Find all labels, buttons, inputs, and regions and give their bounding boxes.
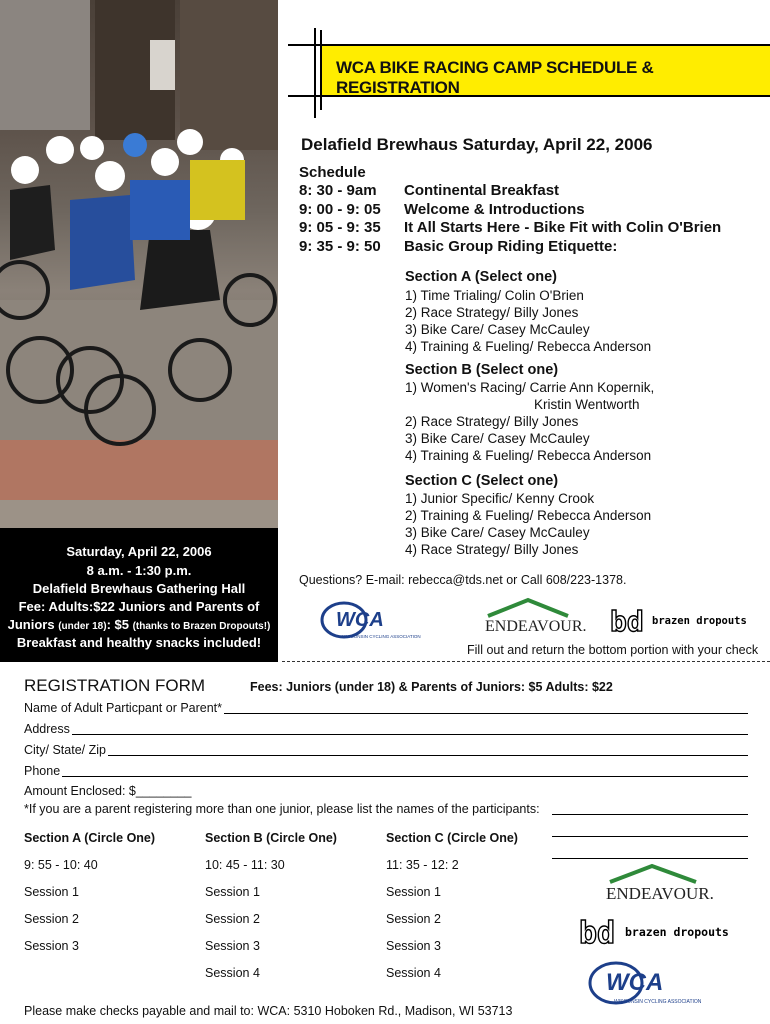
section-b-item: 1) Women's Racing/ Carrie Ann Kopernik, xyxy=(405,380,655,395)
section-a-item: 4) Training & Fueling/ Rebecca Anderson xyxy=(405,339,652,354)
section-c-item: 4) Race Strategy/ Billy Jones xyxy=(405,542,579,557)
schedule-time-4: 9: 35 - 9: 50 xyxy=(299,238,381,255)
col-c-session[interactable]: Session 1 xyxy=(386,885,441,899)
brazen-dropouts-logo xyxy=(610,603,760,638)
wca-bottom-subtext: WISCONSIN CYCLING ASSOCIATION xyxy=(614,999,702,1005)
participant-field-1[interactable] xyxy=(552,814,748,815)
col-a-session[interactable]: Session 2 xyxy=(24,912,79,926)
bd-logo-text: bd xyxy=(610,605,644,638)
col-a-heading: Section A (Circle One) xyxy=(24,831,156,845)
col-c-session[interactable]: Session 2 xyxy=(386,912,441,926)
section-c-item: 3) Bike Care/ Casey McCauley xyxy=(405,525,590,540)
endeavour-bottom-text: ENDEAVOUR. xyxy=(606,884,714,903)
event-info-box xyxy=(0,528,278,662)
cyclists-illustration xyxy=(0,0,278,528)
info-juniors-thanks: (thanks to Brazen Dropouts!) xyxy=(132,621,271,632)
section-a-item: 2) Race Strategy/ Billy Jones xyxy=(405,305,579,320)
section-a-title: Section A (Select one) xyxy=(405,269,558,285)
cut-line xyxy=(282,661,770,662)
amount-enclosed[interactable]: Amount Enclosed: $________ xyxy=(24,784,192,798)
col-b-time: 10: 45 - 11: 30 xyxy=(205,858,285,872)
name-label: Name of Adult Particpant or Parent* xyxy=(24,701,223,715)
schedule-item-4: Basic Group Riding Etiquette: xyxy=(404,238,618,255)
info-juniors-age: (under 18) xyxy=(58,621,107,632)
endeavour-logo xyxy=(483,596,587,636)
name-field[interactable] xyxy=(224,713,748,714)
section-b-item: Kristin Wentworth xyxy=(534,397,640,412)
schedule-time-1: 8: 30 - 9am xyxy=(299,182,377,199)
city-state-zip-field[interactable] xyxy=(108,755,748,756)
info-date: Saturday, April 22, 2006 xyxy=(66,544,212,559)
participant-field-3[interactable] xyxy=(552,858,748,859)
col-c-session[interactable]: Session 3 xyxy=(386,939,441,953)
page-title: WCA BIKE RACING CAMP SCHEDULE & REGISTRATION xyxy=(336,58,654,97)
col-b-heading: Section B (Circle One) xyxy=(205,831,337,845)
col-b-session[interactable]: Session 2 xyxy=(205,912,260,926)
address-label: Address xyxy=(24,722,70,736)
mailing-instructions: Please make checks payable and mail to: WCA: 5310 Hoboken Rd., Madison, WI 53713 xyxy=(24,1004,513,1018)
brazen-logo-text: brazen dropouts xyxy=(652,615,747,627)
section-c-item: 2) Training & Fueling/ Rebecca Anderson xyxy=(405,508,652,523)
col-c-time: 11: 35 - 12: 2 xyxy=(386,858,459,872)
info-juniors xyxy=(0,617,278,632)
endeavour-logo-bottom xyxy=(604,862,714,904)
schedule-heading: Schedule xyxy=(299,164,366,181)
wca-logo-text: WCA xyxy=(336,609,384,631)
participants-note: *If you are a parent registering more than one junior, please list the names of the participants: xyxy=(24,802,540,816)
section-b-item: 4) Training & Fueling/ Rebecca Anderson xyxy=(405,448,652,463)
section-a-item: 1) Time Trialing/ Colin O'Brien xyxy=(405,288,584,303)
info-breakfast: Breakfast and healthy snacks included! xyxy=(16,635,262,650)
schedule-item-2: Welcome & Introductions xyxy=(404,201,585,218)
col-a-session[interactable]: Session 1 xyxy=(24,885,79,899)
schedule-time-3: 9: 05 - 9: 35 xyxy=(299,219,381,236)
phone-field[interactable] xyxy=(62,776,748,777)
info-juniors-fee: : $5 xyxy=(106,617,129,632)
section-c-item: 1) Junior Specific/ Kenny Crook xyxy=(405,491,595,506)
section-b-item: 2) Race Strategy/ Billy Jones xyxy=(405,414,579,429)
info-fee: Fee: Adults:$22 Juniors and Parents of xyxy=(18,599,260,614)
section-b-title: Section B (Select one) xyxy=(405,362,559,378)
col-c-session[interactable]: Session 4 xyxy=(386,966,441,980)
col-b-session[interactable]: Session 4 xyxy=(205,966,260,980)
questions-contact: Questions? E-mail: rebecca@tds.net or Call 608/223-1378. xyxy=(299,573,627,587)
title-rule-left xyxy=(314,28,316,118)
section-b-item: 3) Bike Care/ Casey McCauley xyxy=(405,431,590,446)
return-note: Fill out and return the bottom portion with your check xyxy=(467,643,759,657)
brazen-bottom-text: brazen dropouts xyxy=(625,925,729,939)
wca-bottom-text: WCA xyxy=(606,969,664,996)
col-a-time: 9: 55 - 10: 40 xyxy=(24,858,98,872)
wca-logo-subtext: WISCONSIN CYCLING ASSOCIATION xyxy=(342,634,421,639)
schedule-time-2: 9: 00 - 9: 05 xyxy=(299,201,381,218)
wca-logo-bottom xyxy=(584,958,714,1008)
col-b-session[interactable]: Session 3 xyxy=(205,939,260,953)
info-location: Delafield Brewhaus Gathering Hall xyxy=(32,581,246,596)
info-juniors-label: Juniors xyxy=(7,617,55,632)
schedule-item-3: It All Starts Here - Bike Fit with Colin O'Brien xyxy=(404,219,722,236)
address-field[interactable] xyxy=(72,734,748,735)
city-state-zip-label: City/ State/ Zip xyxy=(24,743,106,757)
registration-title: REGISTRATION FORM xyxy=(24,676,206,695)
section-c-title: Section C (Select one) xyxy=(405,473,559,489)
wca-logo xyxy=(316,598,426,642)
col-a-session[interactable]: Session 3 xyxy=(24,939,79,953)
col-b-session[interactable]: Session 1 xyxy=(205,885,260,899)
section-a-item: 3) Bike Care/ Casey McCauley xyxy=(405,322,590,337)
event-venue-date: Delafield Brewhaus Saturday, April 22, 2006 xyxy=(301,135,653,154)
bd-bottom-text: bd xyxy=(579,916,616,951)
brazen-dropouts-logo-bottom xyxy=(579,913,739,951)
cyclists-photo xyxy=(0,0,278,528)
participant-field-2[interactable] xyxy=(552,836,748,837)
registration-fees: Fees: Juniors (under 18) & Parents of Juniors: $5 Adults: $22 xyxy=(250,680,613,694)
col-c-heading: Section C (Circle One) xyxy=(386,831,518,845)
phone-label: Phone xyxy=(24,764,61,778)
endeavour-logo-text: ENDEAVOUR. xyxy=(485,618,587,635)
schedule-item-1: Continental Breakfast xyxy=(404,182,560,199)
info-time: 8 a.m. - 1:30 p.m. xyxy=(86,563,192,578)
